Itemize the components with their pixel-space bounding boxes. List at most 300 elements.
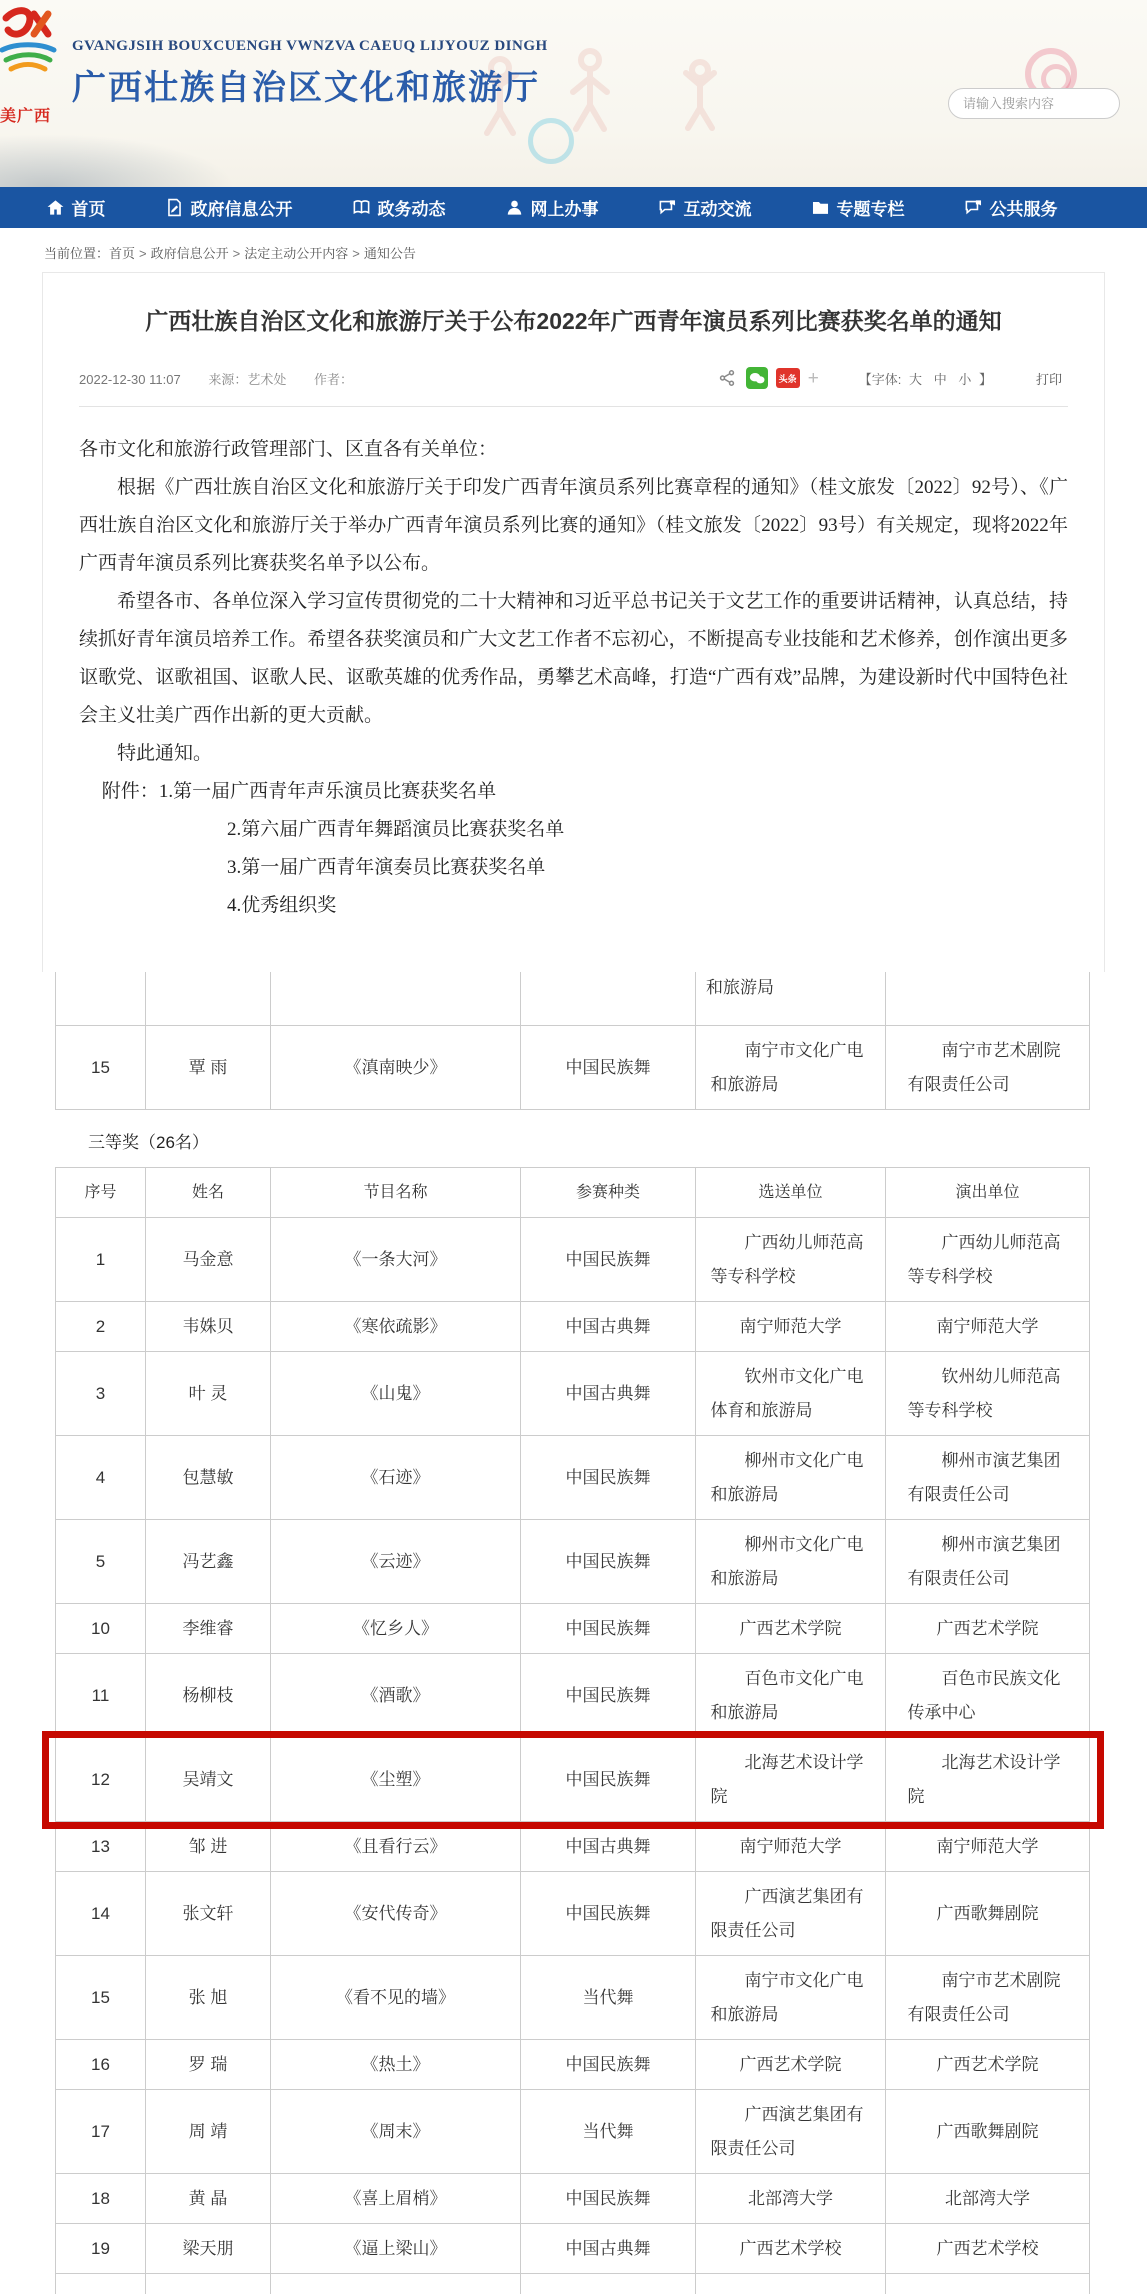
table-cell — [56, 1738, 146, 1822]
table-cell — [886, 2174, 1090, 2224]
cell-text: 11 — [91, 1685, 110, 1705]
table-cell — [146, 2090, 271, 2174]
table-row — [55, 1872, 1090, 1956]
cell-text: 中国古典舞 — [565, 2238, 651, 2258]
cell-text: 12 — [91, 1769, 110, 1789]
table-cell — [886, 1654, 1090, 1738]
site-title: 广西壮族自治区文化和旅游厅 — [72, 70, 540, 107]
header-cell — [271, 1168, 521, 1218]
breadcrumb-separator: > — [232, 246, 241, 261]
cell-text: 10 — [91, 1618, 110, 1638]
nav-item-label: 政务动态 — [377, 200, 446, 219]
cell-text: 中国民族舞 — [565, 1057, 651, 1077]
cell-text: 柳州市演艺集团有限责任公司 — [907, 1534, 1061, 1588]
cell-text: 中国民族舞 — [565, 1903, 651, 1923]
table-cell — [886, 2224, 1090, 2274]
cell-text: 冯艺鑫 — [182, 1551, 234, 1571]
table-cell — [146, 1604, 271, 1654]
cell-text: 当代舞 — [582, 2121, 634, 2141]
table-cell — [146, 1872, 271, 1956]
cell-text: 选送单位 — [758, 1183, 823, 1201]
cell-text: 13 — [91, 1836, 110, 1856]
breadcrumb-link[interactable]: 通知公告 — [363, 246, 416, 261]
cell-text: 《滇南映少》 — [344, 1057, 447, 1077]
font-size-large[interactable]: 大 — [909, 371, 923, 387]
table-cell — [271, 1822, 521, 1872]
breadcrumb-link[interactable]: 法定主动公开内容 — [244, 246, 349, 261]
table-row — [55, 2174, 1090, 2224]
service-chat-icon — [964, 198, 983, 217]
cell-text: 中国古典舞 — [565, 1316, 651, 1336]
cell-text: 叶 灵 — [188, 1383, 228, 1403]
table-cell — [271, 1436, 521, 1520]
table-cell — [56, 2090, 146, 2174]
table-cell — [521, 1738, 696, 1822]
wechat-share-icon[interactable] — [746, 367, 768, 389]
cell-text: 1 — [95, 1249, 106, 1269]
banner-titles — [72, 38, 548, 109]
table-cell — [56, 1218, 146, 1302]
table-row — [55, 1654, 1090, 1738]
table-cell — [56, 2274, 146, 2294]
nav-item-label: 首页 — [71, 200, 106, 219]
table-cell — [886, 1436, 1090, 1520]
cell-text: 北海艺术设计学院 — [710, 1752, 864, 1806]
table-row — [55, 1302, 1090, 1352]
attachment-link[interactable]: 4.优秀组织奖 — [227, 895, 337, 916]
table-row — [55, 2224, 1090, 2274]
table-cell — [886, 1872, 1090, 1956]
table-cell — [886, 1956, 1090, 2040]
cell-text: 包慧敏 — [182, 1467, 234, 1487]
cell-text: 广西艺术学院 — [936, 1618, 1039, 1638]
header-cell — [696, 1168, 886, 1218]
table-row — [55, 2040, 1090, 2090]
main-nav — [0, 187, 1147, 228]
table-cell — [146, 1218, 271, 1302]
home-icon — [46, 198, 65, 217]
table-header-row — [55, 1168, 1090, 1218]
table-cell — [696, 1822, 886, 1872]
cell-text: 梁天朋 — [182, 2238, 234, 2258]
cell-text: 中国古典舞 — [565, 1383, 651, 1403]
cell-text: 杨柳枝 — [182, 1685, 234, 1705]
attachment-link[interactable]: 1.第一届广西青年声乐演员比赛获奖名单 — [158, 781, 497, 802]
cell-text: 邹 进 — [188, 1836, 228, 1856]
table-cell — [271, 2040, 521, 2090]
cell-text: 《热土》 — [361, 2054, 430, 2074]
meta-divider — [79, 406, 1068, 407]
font-size-prefix: 【字体: — [858, 371, 902, 387]
cell-text: 当代舞 — [582, 1987, 634, 2007]
table-cell — [521, 1302, 696, 1352]
table-cell — [521, 2274, 696, 2294]
article-paragraph: 希望各市、各单位深入学习宣传贯彻党的二十大精神和习近平总书记关于文艺工作的重要讲话精神，认真总结，持续抓好青年演员培养工作。希望各获奖演员和广大文艺工作者不忘初心，不断提高专业技能和艺术修养，创作演出更多讴歌党、讴歌祖国、讴歌人民、讴歌英雄的优秀作品，勇攀艺术高峰，打造“广西有戏”品牌，为建设新时代中国特色社会主义壮美广西作出新的更大贡献。 — [79, 591, 1068, 726]
site-logo — [0, 4, 60, 124]
cell-text: 广西幼儿师范高等专科学校 — [710, 1232, 864, 1286]
breadcrumb-label: 当前位置： — [44, 246, 110, 261]
table-cell — [696, 1520, 886, 1604]
cell-text: 《周末》 — [361, 2121, 430, 2141]
cell-text: 5 — [95, 1551, 106, 1571]
cell-text: 《一条大河》 — [344, 1249, 447, 1269]
table-cell — [886, 2274, 1090, 2294]
table-cell — [56, 1956, 146, 2040]
table-cell — [521, 2040, 696, 2090]
header-cell — [56, 1168, 146, 1218]
breadcrumb-separator: > — [352, 246, 360, 261]
breadcrumb-link[interactable]: 首页 — [109, 246, 136, 261]
cell-text: 《看不见的墙》 — [336, 1987, 455, 2007]
cell-text: 广西幼儿师范高等专科学校 — [907, 1232, 1061, 1286]
header-cell — [886, 1168, 1090, 1218]
cell-text: 广西演艺集团有限责任公司 — [710, 1886, 864, 1940]
article-meta — [79, 367, 1068, 389]
cell-text: 《石迹》 — [361, 1467, 430, 1487]
table-cell — [521, 1654, 696, 1738]
share-icon[interactable] — [718, 369, 736, 387]
font-size-small[interactable]: 小 — [958, 371, 972, 387]
cell-text: 南宁师范大学 — [739, 1316, 842, 1336]
third-prize-section-title: 三等奖（26名） — [88, 1133, 209, 1152]
table-cell — [696, 1604, 886, 1654]
search-input[interactable] — [948, 88, 1120, 119]
logo-text: 美广西 — [0, 108, 52, 125]
table-cell — [696, 2224, 886, 2274]
cell-text: 李维睿 — [182, 1618, 234, 1638]
table-row — [55, 1352, 1090, 1436]
cell-text: 马金意 — [182, 1249, 234, 1269]
table-cell — [271, 1872, 521, 1956]
table-cell — [56, 2174, 146, 2224]
nav-item-4[interactable] — [505, 195, 599, 220]
cell-text: 广西艺术学院 — [739, 1618, 842, 1638]
table-cell — [56, 1822, 146, 1872]
mountain-decoration — [0, 127, 260, 187]
font-size-suffix: 】 — [978, 371, 992, 387]
table-row — [55, 2090, 1090, 2174]
table-cell — [886, 2040, 1090, 2090]
table-cell — [886, 1352, 1090, 1436]
cell-text: 《逼上梁山》 — [344, 2238, 447, 2258]
table-cell — [271, 1026, 521, 1110]
table-cell — [696, 2174, 886, 2224]
cell-text: 16 — [91, 2054, 110, 2074]
nav-item-7[interactable] — [964, 195, 1058, 220]
cell-text: 黄 晶 — [188, 2188, 228, 2208]
attachments-label: 附件： — [101, 781, 159, 802]
table-cell — [521, 2174, 696, 2224]
cell-text: 北部湾大学 — [748, 2188, 833, 2208]
awards-table-section — [0, 972, 1147, 2294]
table-cell — [271, 2090, 521, 2174]
cell-text: 《喜上眉梢》 — [344, 2188, 447, 2208]
cell-text: 《寒依疏影》 — [344, 1316, 447, 1336]
attachments-list — [79, 773, 1068, 925]
table-cell — [521, 1520, 696, 1604]
cell-text: 演出单位 — [955, 1183, 1020, 1201]
cell-text: 广西艺术学院 — [739, 2054, 842, 2074]
table-row — [55, 1520, 1090, 1604]
cell-text: 中国民族舞 — [565, 1618, 651, 1638]
table-cell — [146, 2040, 271, 2090]
table-cell — [56, 1436, 146, 1520]
table-cell — [521, 972, 696, 1026]
table-cell — [271, 1654, 521, 1738]
cell-text: 钦州市文化广电体育和旅游局 — [710, 1366, 864, 1420]
table-cell — [696, 2040, 886, 2090]
source-label: 来源：艺术处 — [208, 371, 287, 387]
table-cell — [696, 1352, 886, 1436]
table-cell — [696, 1436, 886, 1520]
cell-text: 南宁师范大学 — [739, 1836, 842, 1856]
table-cell — [696, 1872, 886, 1956]
cell-text: 北海艺术设计学院 — [907, 1752, 1061, 1806]
cell-text: 3 — [95, 1383, 106, 1403]
table-cell — [886, 1738, 1090, 1822]
cell-text: 中国古典舞 — [565, 1836, 651, 1856]
cell-text: 《尘塑》 — [361, 1769, 430, 1789]
table-cell — [521, 1956, 696, 2040]
table-cell — [696, 1956, 886, 2040]
cell-text: 4 — [95, 1467, 106, 1487]
cell-text: 《安代传奇》 — [344, 1903, 447, 1923]
table-cell — [271, 972, 521, 1026]
table-cell — [146, 1352, 271, 1436]
table-cell — [271, 1956, 521, 2040]
ring-decoration — [528, 118, 574, 164]
cell-text: 中国民族舞 — [565, 1769, 651, 1789]
cell-text: 吴靖文 — [182, 1769, 234, 1789]
nav-item-5[interactable] — [658, 195, 752, 220]
cell-text: 17 — [91, 2121, 110, 2141]
cell-text: 序号 — [84, 1183, 117, 1201]
breadcrumb — [0, 228, 1147, 272]
cell-text: 《酒歌》 — [361, 1685, 430, 1705]
table-cell — [886, 2090, 1090, 2174]
toutiao-share-icon[interactable]: 头条 — [776, 368, 800, 388]
table-cell — [146, 1436, 271, 1520]
cell-text: 18 — [91, 2188, 110, 2208]
table-cell — [146, 2224, 271, 2274]
table-cell — [271, 2174, 521, 2224]
cell-text: 南宁市文化广电和旅游局 — [710, 1970, 864, 2024]
table-cell — [56, 1520, 146, 1604]
table-cell — [146, 1738, 271, 1822]
header-cell — [146, 1168, 271, 1218]
cell-text: 南宁市艺术剧院有限责任公司 — [907, 1970, 1061, 2024]
table-cell — [271, 1604, 521, 1654]
cell-text: 中国民族舞 — [565, 1467, 651, 1487]
cell-text: 姓名 — [191, 1183, 224, 1201]
table-cell — [886, 1302, 1090, 1352]
cell-text: 广西艺术学院 — [936, 2054, 1039, 2074]
meta-left — [79, 369, 377, 388]
nav-item-label: 网上办事 — [530, 200, 599, 219]
cell-text: 北部湾大学 — [945, 2188, 1030, 2208]
table-cell — [56, 2224, 146, 2274]
cell-text: 中国民族舞 — [565, 1551, 651, 1571]
table-row — [55, 1956, 1090, 2040]
nav-item-label: 专题专栏 — [836, 200, 905, 219]
publish-date: 2022-12-30 11:07 — [79, 371, 181, 387]
cell-text: 节目名称 — [363, 1183, 428, 1201]
cell-text: 张 旭 — [188, 1987, 228, 2007]
attachment-link[interactable]: 2.第六届广西青年舞蹈演员比赛获奖名单 — [227, 819, 565, 840]
cell-text: 《忆乡人》 — [353, 1618, 438, 1638]
nav-item-label: 公共服务 — [989, 200, 1058, 219]
table-row-partial — [55, 972, 1090, 1026]
table-cell — [521, 1436, 696, 1520]
table-cell — [146, 2274, 271, 2294]
table-cell — [146, 1302, 271, 1352]
cell-text: 19 — [91, 2238, 110, 2258]
cell-text: 《且看行云》 — [344, 1836, 447, 1856]
table-cell — [56, 1604, 146, 1654]
nav-item-1[interactable] — [46, 195, 106, 220]
header-cell — [521, 1168, 696, 1218]
cell-text: 南宁师范大学 — [936, 1836, 1039, 1856]
table-cell — [521, 1604, 696, 1654]
cell-text: 百色市文化广电和旅游局 — [710, 1668, 864, 1722]
cell-text: 百色市民族文化传承中心 — [907, 1668, 1061, 1722]
table-row — [55, 1604, 1090, 1654]
chat-icon — [658, 198, 677, 217]
table-cell — [271, 1352, 521, 1436]
nav-item-2[interactable] — [165, 195, 293, 220]
cell-text: 覃 雨 — [188, 1057, 228, 1077]
cell-text: 中国民族舞 — [565, 2054, 651, 2074]
table-cell — [886, 1822, 1090, 1872]
cell-text: 参赛种类 — [575, 1183, 640, 1201]
cell-text: 柳州市演艺集团有限责任公司 — [907, 1450, 1061, 1504]
table-cell — [271, 2274, 521, 2294]
cell-text: 中国民族舞 — [565, 2188, 651, 2208]
cell-text: 南宁市文化广电和旅游局 — [710, 1040, 864, 1094]
table-cell — [696, 1218, 886, 1302]
table-cell — [886, 1026, 1090, 1110]
table-cell — [521, 1026, 696, 1110]
meta-toolbar — [718, 367, 1068, 389]
table-cell — [146, 1520, 271, 1604]
breadcrumb-link[interactable]: 政府信息公开 — [150, 246, 229, 261]
table-cell — [521, 1822, 696, 1872]
table-cell — [271, 1738, 521, 1822]
table-cell — [696, 2090, 886, 2174]
table-cell — [521, 1352, 696, 1436]
article-title: 广西壮族自治区文化和旅游厅关于公布2022年广西青年演员系列比赛获奖名单的通知 — [145, 308, 1002, 334]
more-share-icon[interactable]: + — [807, 367, 819, 389]
table-row — [55, 1218, 1090, 1302]
table-row — [55, 1436, 1090, 1520]
table-cell — [696, 1738, 886, 1822]
cell-text: 广西演艺集团有限责任公司 — [710, 2104, 864, 2158]
cell-text: 广西歌舞剧院 — [936, 1903, 1039, 1923]
nav-item-6[interactable] — [811, 195, 905, 220]
font-size-control — [859, 369, 992, 388]
table-row — [55, 1822, 1090, 1872]
cell-text: 广西歌舞剧院 — [936, 2121, 1039, 2141]
attachment-line — [79, 773, 1068, 811]
nav-item-3[interactable] — [352, 195, 446, 220]
table-cell — [886, 1604, 1090, 1654]
cell-text: 广西艺术学校 — [739, 2238, 842, 2258]
cell-text: 《云迹》 — [361, 1551, 430, 1571]
folder-icon — [811, 198, 830, 217]
cell-text: 中国民族舞 — [565, 1685, 651, 1705]
person-icon — [505, 198, 524, 217]
table-cell — [886, 1218, 1090, 1302]
site-title-zhuang: GVANGJSIH BOUXCUENGH VWNZVA CAEUQ LIJYOUZ DINGH — [72, 38, 548, 54]
cell-text: 罗 瑞 — [188, 2054, 228, 2074]
cell-text: 韦姝贝 — [182, 1316, 234, 1336]
article-body — [79, 431, 1068, 773]
table-cell — [521, 1218, 696, 1302]
table-cell — [521, 1872, 696, 1956]
table-row-partial — [55, 2274, 1090, 2294]
table-cell — [696, 1026, 886, 1110]
table-cell — [886, 1520, 1090, 1604]
cell-text: 周 靖 — [188, 2121, 228, 2141]
nav-item-label: 政府信息公开 — [190, 200, 293, 219]
font-size-medium[interactable]: 中 — [933, 371, 947, 387]
table-cell — [696, 1654, 886, 1738]
table-cell — [696, 2274, 886, 2294]
attachment-link[interactable]: 3.第一届广西青年演奏员比赛获奖名单 — [227, 857, 546, 878]
table-cell — [521, 2090, 696, 2174]
table-cell — [56, 1352, 146, 1436]
table-cell — [146, 1956, 271, 2040]
third-prize-table — [55, 1167, 1090, 2294]
print-button[interactable]: 打印 — [1035, 371, 1062, 387]
site-banner — [0, 0, 1147, 187]
table-cell — [271, 1218, 521, 1302]
cell-text: 15 — [91, 1987, 110, 2007]
cell-text: 14 — [91, 1903, 110, 1923]
table-row — [55, 1738, 1090, 1822]
table-cell — [146, 1654, 271, 1738]
cell-text: 2 — [95, 1316, 106, 1336]
article-paragraph: 根据《广西壮族自治区文化和旅游厅关于印发广西青年演员系列比赛章程的通知》（桂文旅发〔2022〕92号）、《广西壮族自治区文化和旅游厅关于举办广西青年演员系列比赛的通知》（桂文旅发〔2022〕93号）有关规定，现将2022年广西青年演员系列比赛获奖名单予以公布。 — [79, 477, 1068, 574]
table-cell — [271, 2224, 521, 2274]
article-card — [42, 272, 1105, 972]
table-cell — [56, 2040, 146, 2090]
table-cell — [56, 1302, 146, 1352]
breadcrumb-separator: > — [139, 246, 147, 261]
cell-text: 南宁师范大学 — [936, 1316, 1039, 1336]
table-cell — [146, 972, 271, 1026]
table-row — [55, 1026, 1090, 1110]
cell-text: 中国民族舞 — [565, 1249, 651, 1269]
cell-text: 《山鬼》 — [361, 1383, 430, 1403]
cell-text: 广西艺术学校 — [936, 2238, 1039, 2258]
cell-text: 南宁市艺术剧院有限责任公司 — [907, 1040, 1061, 1094]
cell-text: 张文轩 — [182, 1903, 234, 1923]
cell-text: 柳州市文化广电和旅游局 — [710, 1450, 864, 1504]
table-cell — [146, 2174, 271, 2224]
table-cell — [271, 1302, 521, 1352]
second-prize-table-fragment — [55, 972, 1090, 1110]
table-cell — [56, 972, 146, 1026]
table-cell — [146, 1026, 271, 1110]
document-icon — [165, 198, 184, 217]
cell-text: 柳州市文化广电和旅游局 — [710, 1534, 864, 1588]
table-cell — [521, 2224, 696, 2274]
table-cell — [56, 1872, 146, 1956]
article-paragraph: 各市文化和旅游行政管理部门、区直各有关单位： — [79, 439, 498, 460]
nav-item-label: 互动交流 — [683, 200, 752, 219]
cell-text: 钦州幼儿师范高等专科学校 — [907, 1366, 1061, 1420]
